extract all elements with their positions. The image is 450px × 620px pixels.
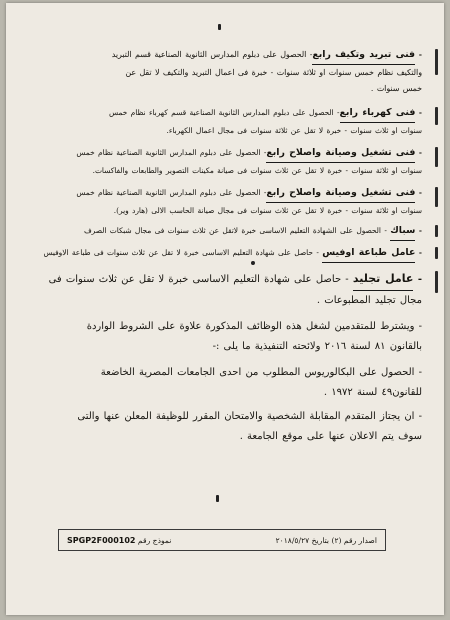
job-line: خمس سنوات . (370, 84, 422, 93)
job-line: سنوات او ثلاثة سنوات - خبرة لا تقل عن ثلاث سنوات فى صيانة مكينات التصوير والطابعات والفاكسات. (92, 166, 422, 175)
margin-bar (435, 187, 438, 207)
job-item-electricity (24, 105, 422, 139)
job-title: فنى كهرباء رابع (340, 105, 416, 123)
ink-mark (218, 24, 221, 30)
job-line: - عامل طباعة اوفيس - حاصل على شهادة التعليم الاساسى خبرة لا تقل عن ثلاث سنوات فى طباعة الاوفيس (24, 245, 422, 263)
job-item-office-machines (24, 145, 422, 179)
margin-bar (435, 49, 438, 75)
job-title: فنى تبريد وتكيف رابع (312, 47, 415, 65)
margin-bar (435, 107, 438, 125)
margin-bar (435, 247, 438, 259)
form-number (67, 536, 171, 545)
conditions-block (24, 317, 422, 447)
form-code: SPGP2F000102 (67, 535, 136, 545)
job-title: سباك (390, 223, 415, 241)
document-footer (58, 529, 386, 551)
document-page (6, 3, 444, 615)
job-line: - فنى تشغيل وصيانة واصلاح رابع- الحصول على دبلوم المدارس الثانوية الصناعية نظام خمس (24, 145, 422, 163)
job-title: فنى تشغيل وصيانة واصلاح رابع (266, 185, 415, 203)
condition-line: بالقانون ٨١ لسنة ٢٠١٦ ولائحته التنفيذية ما يلى :- (212, 341, 422, 352)
job-line: - فنى كهرباء رابع- الحصول على دبلوم المدارس الثانوية الصناعية قسم كهرباء نظام خمس (24, 105, 422, 123)
job-item-offset-printing (24, 245, 422, 263)
job-item-bookbinding (24, 269, 422, 311)
job-line: والتكيف نظام خمس سنوات او ثلاثة سنوات - خبرة فى اعمال التبريد والتكيف لا تقل عن (125, 68, 422, 77)
margin-bar (435, 271, 438, 293)
form-label: نموذج رقم (137, 535, 172, 545)
condition-line: - ويشترط للمتقدمين لشغل هذه الوظائف المذكورة علاوة على الشروط الواردة (86, 321, 422, 332)
condition-line: سوف يتم الاعلان عنها على موقع الجامعة . (239, 431, 422, 442)
issue-date: اصدار رقم (٢) بتاريخ ٢٠١٨/٥/٢٧ (275, 535, 377, 545)
job-line: - سباك - الحصول على الشهادة التعليم الاساسى خبرة لاتقل عن ثلاث سنوات فى مجال شبكات الصرف (24, 223, 422, 241)
condition-line: - الحصول على البكالوريوس المطلوب من احدى الجامعات المصرية الخاضعة (100, 367, 422, 378)
ink-mark (216, 495, 219, 502)
job-title: عامل طباعة اوفيس (322, 245, 415, 263)
job-line: سنوات او ثلاث سنوات - خبرة لا تقل عن ثلاثة سنوات فى مجال اعمال الكهرباء. (166, 126, 422, 135)
job-item-plumber (24, 223, 422, 241)
job-text: - الحصول على دبلوم المدارس الثانوية الصناعية قسم التبريد (111, 50, 313, 59)
job-line: - فنى تشغيل وصيانة واصلاح رابع- الحصول على دبلوم المدارس الثانوية الصناعية نظام خمس (24, 185, 422, 203)
job-item-computer-hardware (24, 185, 422, 219)
job-line: - عامل تجليد - حاصل على شهادة التعليم الاساسى خبرة لا تقل عن ثلاث سنوات فى (24, 269, 422, 291)
margin-bar (435, 225, 438, 237)
job-title: فنى تشغيل وصيانة واصلاح رابع (266, 145, 415, 163)
job-line: مجال تجليد المطبوعات . (316, 295, 422, 306)
condition-line: للقانون٤٩ لسنة ١٩٧٢ . (323, 387, 422, 398)
job-item-refrigeration (24, 47, 422, 97)
condition-line: - ان يجتاز المتقدم المقابلة الشخصية والامتحان المقرر للوظيفة المعلن عنها والتى (77, 411, 422, 422)
job-line: سنوات او ثلاثة سنوات - خبرة لا تقل عن ثلاث سنوات فى مجال صيانة الحاسب الالى (هارد وير). (113, 206, 422, 215)
job-title: عامل تجليد (353, 269, 414, 291)
job-line: - فنى تبريد وتكيف رابع- الحصول على دبلوم المدارس الثانوية الصناعية قسم التبريد (24, 47, 422, 65)
margin-bar (435, 147, 438, 167)
job-list (24, 47, 422, 447)
